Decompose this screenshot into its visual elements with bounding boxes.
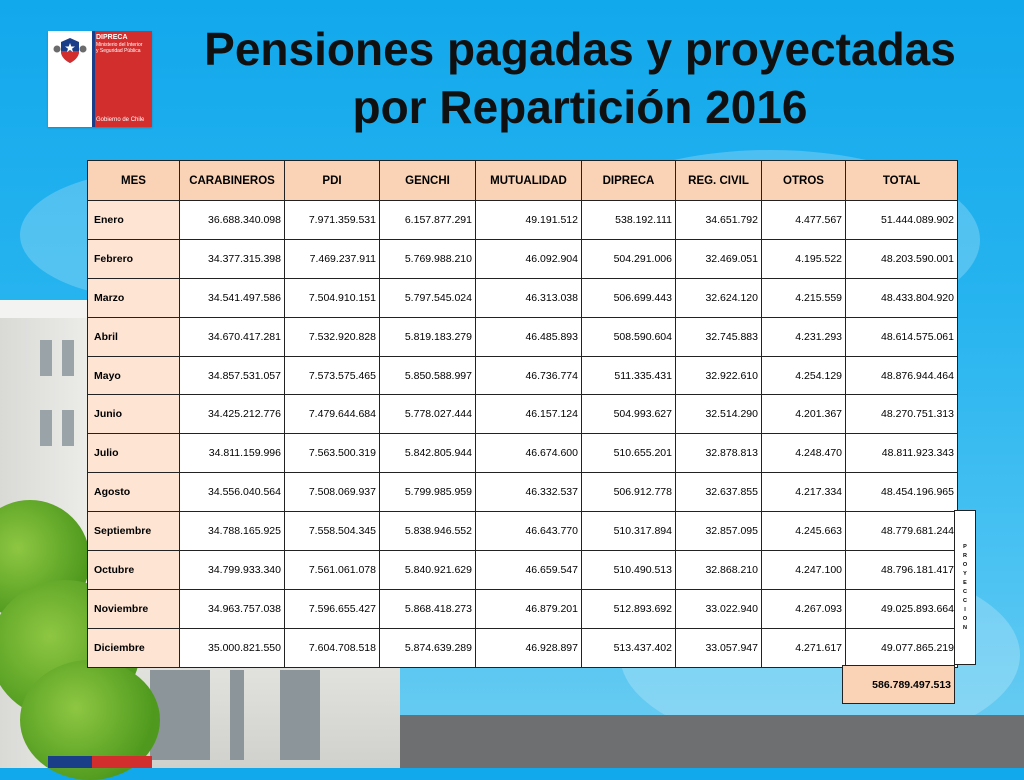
- page-title-line1: Pensiones pagadas y proyectadas: [204, 23, 956, 75]
- cell-genchi: 5.868.418.273: [380, 589, 476, 628]
- cell-pdi: 7.558.504.345: [285, 512, 380, 551]
- cell-month: Marzo: [88, 278, 180, 317]
- cell-otros: 4.271.617: [762, 628, 846, 667]
- cell-mutualidad: 46.659.547: [476, 551, 582, 590]
- cell-mutualidad: 46.643.770: [476, 512, 582, 551]
- cell-reg-civil: 32.745.883: [676, 317, 762, 356]
- cell-pdi: 7.971.359.531: [285, 201, 380, 240]
- cell-otros: 4.477.567: [762, 201, 846, 240]
- cell-mutualidad: 46.157.124: [476, 395, 582, 434]
- bottom-flag-red: [92, 756, 152, 768]
- cell-mutualidad: 46.928.897: [476, 628, 582, 667]
- cell-pdi: 7.532.920.828: [285, 317, 380, 356]
- cell-genchi: 5.799.985.959: [380, 473, 476, 512]
- cell-month: Mayo: [88, 356, 180, 395]
- cell-reg-civil: 32.868.210: [676, 551, 762, 590]
- cell-carabineros: 36.688.340.098: [180, 201, 285, 240]
- cell-reg-civil: 32.514.290: [676, 395, 762, 434]
- cell-reg-civil: 32.922.610: [676, 356, 762, 395]
- cell-dipreca: 510.655.201: [582, 434, 676, 473]
- table-row: [88, 512, 958, 551]
- cell-otros: 4.231.293: [762, 317, 846, 356]
- building-window: [62, 340, 74, 376]
- cell-carabineros: 34.556.040.564: [180, 473, 285, 512]
- cell-total: 49.077.865.219: [846, 628, 958, 667]
- cell-carabineros: 34.541.497.586: [180, 278, 285, 317]
- cell-pdi: 7.469.237.911: [285, 239, 380, 278]
- header-carabineros: CARABINEROS: [180, 161, 285, 201]
- cell-pdi: 7.596.655.427: [285, 589, 380, 628]
- cell-reg-civil: 34.651.792: [676, 201, 762, 240]
- table-row: [88, 434, 958, 473]
- cell-month: Abril: [88, 317, 180, 356]
- cell-total: 48.876.944.464: [846, 356, 958, 395]
- projection-letter: I: [964, 606, 966, 613]
- table-row: [88, 278, 958, 317]
- header-total: TOTAL: [846, 161, 958, 201]
- cell-mutualidad: 46.313.038: [476, 278, 582, 317]
- cell-mutualidad: 46.674.600: [476, 434, 582, 473]
- cell-reg-civil: 32.624.120: [676, 278, 762, 317]
- cell-carabineros: 34.788.165.925: [180, 512, 285, 551]
- projection-letter: C: [963, 588, 967, 595]
- cell-month: Enero: [88, 201, 180, 240]
- cell-otros: 4.267.093: [762, 589, 846, 628]
- cell-total: 48.454.196.965: [846, 473, 958, 512]
- cell-carabineros: 34.963.757.038: [180, 589, 285, 628]
- bottom-flag-strip: [48, 756, 152, 768]
- cell-carabineros: 35.000.821.550: [180, 628, 285, 667]
- cell-genchi: 5.840.921.629: [380, 551, 476, 590]
- background-building-band: [0, 300, 90, 318]
- table-row: [88, 317, 958, 356]
- cell-genchi: 5.819.183.279: [380, 317, 476, 356]
- header-otros: OTROS: [762, 161, 846, 201]
- cell-dipreca: 510.490.513: [582, 551, 676, 590]
- cell-dipreca: 508.590.604: [582, 317, 676, 356]
- page-title: [170, 20, 990, 136]
- cell-total: 48.796.181.417: [846, 551, 958, 590]
- projection-letter: C: [963, 597, 967, 604]
- cell-genchi: 5.850.588.997: [380, 356, 476, 395]
- projection-letter: P: [963, 543, 967, 550]
- projection-letter: O: [962, 561, 968, 568]
- pensions-table: [87, 160, 958, 668]
- header-mutualidad: MUTUALIDAD: [476, 161, 582, 201]
- cell-total: 48.614.575.061: [846, 317, 958, 356]
- cell-otros: 4.201.367: [762, 395, 846, 434]
- logo-name: DIPRECA: [96, 34, 128, 41]
- cell-total: 48.433.804.920: [846, 278, 958, 317]
- cell-mutualidad: 46.736.774: [476, 356, 582, 395]
- cell-month: Octubre: [88, 551, 180, 590]
- logo-emblem-area: [48, 31, 92, 127]
- cell-genchi: 6.157.877.291: [380, 201, 476, 240]
- dipreca-logo: [48, 31, 152, 127]
- cell-pdi: 7.573.575.465: [285, 356, 380, 395]
- cell-pdi: 7.561.061.078: [285, 551, 380, 590]
- building-window: [230, 670, 244, 760]
- cell-carabineros: 34.425.212.776: [180, 395, 285, 434]
- cell-dipreca: 504.993.627: [582, 395, 676, 434]
- cell-dipreca: 511.335.431: [582, 356, 676, 395]
- projection-letter: N: [963, 624, 967, 631]
- page-title-line2: por Repartición 2016: [352, 81, 808, 133]
- table-row: [88, 239, 958, 278]
- cell-genchi: 5.838.946.552: [380, 512, 476, 551]
- cell-month: Julio: [88, 434, 180, 473]
- cell-pdi: 7.504.910.151: [285, 278, 380, 317]
- cell-dipreca: 538.192.111: [582, 201, 676, 240]
- table-row: [88, 395, 958, 434]
- table-row: [88, 473, 958, 512]
- cell-genchi: 5.769.988.210: [380, 239, 476, 278]
- cell-dipreca: 506.699.443: [582, 278, 676, 317]
- logo-footer: Gobierno de Chile: [96, 117, 145, 123]
- cell-pdi: 7.508.069.937: [285, 473, 380, 512]
- cell-genchi: 5.778.027.444: [380, 395, 476, 434]
- cell-carabineros: 34.799.933.340: [180, 551, 285, 590]
- cell-genchi: 5.842.805.944: [380, 434, 476, 473]
- cell-mutualidad: 46.485.893: [476, 317, 582, 356]
- projection-letter: E: [963, 579, 967, 586]
- chile-coat-of-arms-icon: [53, 35, 87, 65]
- logo-ministry-line1: Ministerio del Interior: [96, 42, 143, 48]
- cell-carabineros: 34.377.315.398: [180, 239, 285, 278]
- background-street: [400, 715, 1024, 768]
- cell-dipreca: 504.291.006: [582, 239, 676, 278]
- cell-total: 51.444.089.902: [846, 201, 958, 240]
- cell-total: 48.779.681.244: [846, 512, 958, 551]
- bottom-flag-blue: [48, 756, 92, 768]
- header-reg-civil: REG. CIVIL: [676, 161, 762, 201]
- header-genchi: GENCHI: [380, 161, 476, 201]
- projection-letter: R: [963, 552, 967, 559]
- projection-letter: O: [962, 615, 968, 622]
- cell-otros: 4.195.522: [762, 239, 846, 278]
- cell-month: Diciembre: [88, 628, 180, 667]
- cell-otros: 4.217.334: [762, 473, 846, 512]
- cell-mutualidad: 46.879.201: [476, 589, 582, 628]
- cell-otros: 4.248.470: [762, 434, 846, 473]
- header-pdi: PDI: [285, 161, 380, 201]
- cell-carabineros: 34.857.531.057: [180, 356, 285, 395]
- logo-ministry-line2: y Seguridad Pública: [96, 48, 141, 54]
- table-row: [88, 589, 958, 628]
- cell-reg-civil: 33.022.940: [676, 589, 762, 628]
- cell-month: Noviembre: [88, 589, 180, 628]
- building-window: [280, 670, 320, 760]
- cell-carabineros: 34.811.159.996: [180, 434, 285, 473]
- projection-label: [954, 510, 976, 665]
- cell-month: Febrero: [88, 239, 180, 278]
- cell-total: 49.025.893.664: [846, 589, 958, 628]
- cell-month: Septiembre: [88, 512, 180, 551]
- header-dipreca: DIPRECA: [582, 161, 676, 201]
- cell-pdi: 7.479.644.684: [285, 395, 380, 434]
- cell-otros: 4.245.663: [762, 512, 846, 551]
- cell-otros: 4.247.100: [762, 551, 846, 590]
- cell-month: Agosto: [88, 473, 180, 512]
- building-window: [40, 410, 52, 446]
- building-window: [40, 340, 52, 376]
- cell-reg-civil: 33.057.947: [676, 628, 762, 667]
- cell-otros: 4.215.559: [762, 278, 846, 317]
- cell-mutualidad: 46.332.537: [476, 473, 582, 512]
- cell-mutualidad: 46.092.904: [476, 239, 582, 278]
- cell-reg-civil: 32.878.813: [676, 434, 762, 473]
- cell-dipreca: 512.893.692: [582, 589, 676, 628]
- grand-total: 586.789.497.513: [842, 665, 955, 704]
- cell-dipreca: 513.437.402: [582, 628, 676, 667]
- cell-total: 48.270.751.313: [846, 395, 958, 434]
- cell-total: 48.811.923.343: [846, 434, 958, 473]
- table-row: [88, 551, 958, 590]
- table-header-row: [88, 161, 958, 201]
- cell-mutualidad: 49.191.512: [476, 201, 582, 240]
- projection-letter: Y: [963, 570, 967, 577]
- building-window: [62, 410, 74, 446]
- cell-total: 48.203.590.001: [846, 239, 958, 278]
- cell-dipreca: 510.317.894: [582, 512, 676, 551]
- cell-reg-civil: 32.637.855: [676, 473, 762, 512]
- cell-carabineros: 34.670.417.281: [180, 317, 285, 356]
- cell-pdi: 7.563.500.319: [285, 434, 380, 473]
- table-row: [88, 628, 958, 667]
- header-mes: MES: [88, 161, 180, 201]
- cell-month: Junio: [88, 395, 180, 434]
- table-row: [88, 356, 958, 395]
- cell-reg-civil: 32.469.051: [676, 239, 762, 278]
- cell-genchi: 5.797.545.024: [380, 278, 476, 317]
- cell-dipreca: 506.912.778: [582, 473, 676, 512]
- cell-pdi: 7.604.708.518: [285, 628, 380, 667]
- cell-reg-civil: 32.857.095: [676, 512, 762, 551]
- table-row: [88, 201, 958, 240]
- cell-otros: 4.254.129: [762, 356, 846, 395]
- cell-genchi: 5.874.639.289: [380, 628, 476, 667]
- logo-text-area: [92, 31, 152, 127]
